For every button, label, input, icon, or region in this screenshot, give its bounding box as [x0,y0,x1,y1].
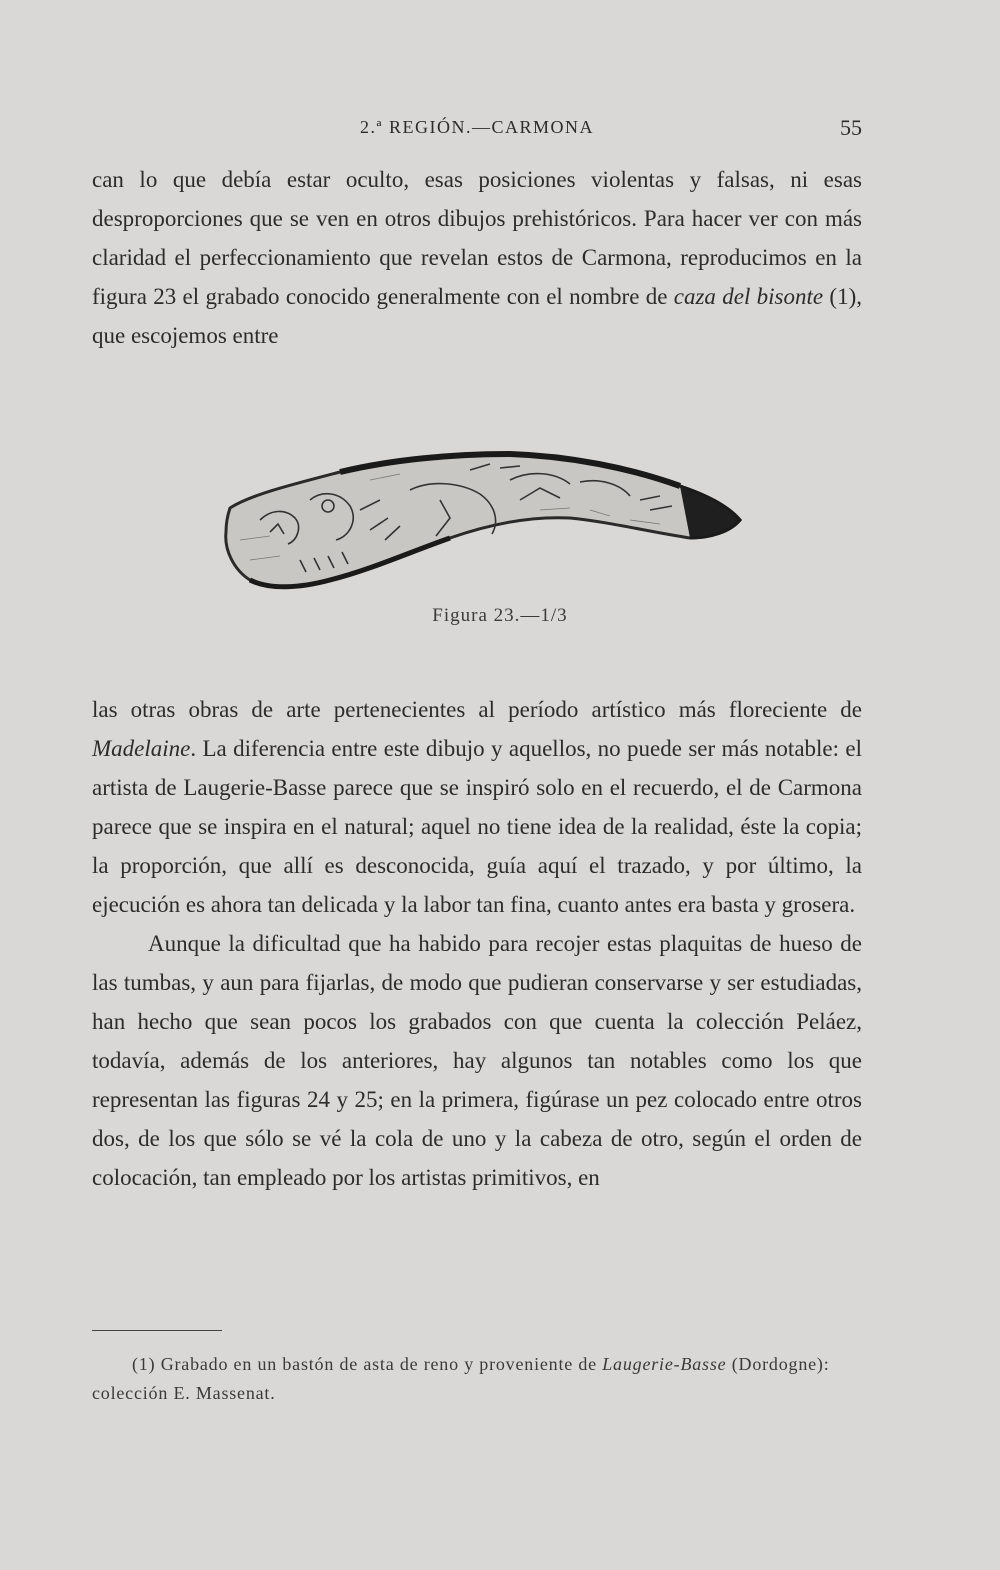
footnote-text [92,1350,862,1408]
footnote [92,1350,862,1408]
paragraph [92,690,862,924]
paragraph: Aunque la dificultad que ha habido para recojer estas plaquitas de hueso de las tumbas, y aun para fijarlas, de modo que pudieran conservarse y ser estudiadas, han hecho que sean pocos los grabados con que cuenta la colección Peláez, todavía, además de los anteriores, hay algunos tan notables como los que representan las figuras 24 y 25; en la primera, figúrase un pez colocado entre otros dos, de los que sólo se vé la cola de uno y la cabeza de otro, según el orden de colocación, tan empleado por los artistas primitivos, en [92,931,862,1190]
engraved-baton-illustration [210,440,770,600]
paragraph [92,160,862,355]
footnote-rule [92,1330,222,1331]
footnote-text-part: (Dordogne): colección E. Massenat. [92,1354,830,1403]
text-block-bottom [92,690,862,1197]
italic-term: caza del bisonte [673,284,824,309]
paragraph-text: (1), que escojemos entre [92,284,862,348]
footnote-text-part: (1) Grabado en un bastón de asta de reno y proveniente de [132,1354,603,1374]
running-head [92,117,862,147]
figure-caption: Figura 23.—1/3 [432,605,568,626]
text-block-top [92,160,862,355]
figure-engraved-bone [210,440,770,600]
page-number: 55 [840,115,862,140]
running-title: 2.ª REGIÓN.—CARMONA [360,117,594,137]
paragraph-text: . La diferencia entre este dibujo y aquellos, no puede ser más notable: el artista de Laugerie-Basse parece que se inspiró solo en el recuerdo, el de Carmona parece que se inspira en el natural; aquel no tiene idea de la realidad, éste la copia; la proporción, que allí es desconocida, guía aquí el trazado, y por último, la ejecución es ahora tan delicada y la labor tan fina, cuanto antes era basta y grosera. [92,736,862,917]
paragraph-text: can lo que debía estar oculto, esas posiciones violentas y falsas, ni esas desproporciones que se ven en otros dibujos prehistóricos. Para hacer ver con más claridad el perfeccionamiento que revelan estos de Carmona, reproducimos en la figura 23 el grabado conocido generalmente con el nombre de [92,167,862,309]
paragraph-text: las otras obras de arte pertenecientes al período artístico más floreciente de [92,697,862,722]
italic-term: Laugerie-Basse [602,1354,727,1374]
italic-term: Madelaine [92,736,191,761]
